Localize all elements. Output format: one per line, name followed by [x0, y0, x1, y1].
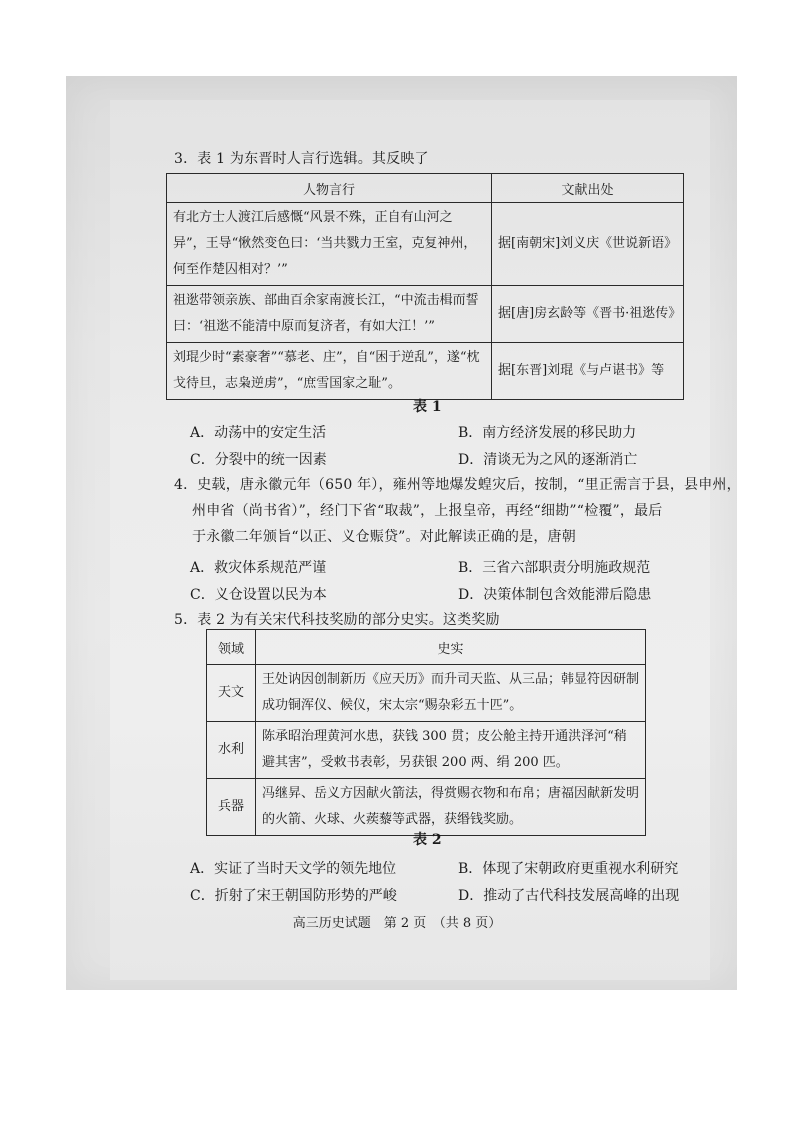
table-1-cell-source: 据[唐]房玄龄等《晋书·祖逖传》 — [492, 286, 684, 343]
table-1-header-words: 人物言行 — [167, 174, 492, 203]
table-row — [167, 286, 684, 343]
table-1-cell-source: 据[南朝宋]刘义庆《世说新语》 — [492, 203, 684, 286]
q4-option-a[interactable]: A．救灾体系规范严谨 — [190, 560, 327, 576]
table-1-cell-words: 祖逖带领亲族、部曲百余家南渡长江，“中流击楫而誓曰：‘祖逖不能清中原而复济者，有如大江！’” — [167, 286, 492, 343]
table-row — [167, 203, 684, 286]
q4-stem-line-3: 于永徽二年颁旨“以正、义仓赈贷”。对此解读正确的是，唐朝 — [192, 529, 576, 545]
q4-stem-line-1: 4．史载，唐永徽元年（650 年），雍州等地爆发蝗灾后，按制，“里正需言于县，县申州， — [174, 477, 741, 493]
table-2-header-fact: 史实 — [256, 630, 646, 665]
table-2-cell-fact: 陈承昭治理黄河水患，获钱 300 贯；皮公舱主持开通洪泽河“稍避其害”，受敕书表彰，另获银 200 两、绢 200 匹。 — [256, 722, 646, 779]
table-row — [207, 722, 646, 779]
q3-option-c[interactable]: C．分裂中的统一因素 — [190, 452, 327, 468]
table-row — [207, 665, 646, 722]
table-2 — [206, 629, 646, 836]
q3-option-d[interactable]: D．清谈无为之风的逐渐消亡 — [458, 452, 638, 468]
table-1-cell-words: 刘琨少时“素豪奢”“慕老、庄”，自“困于逆乱”，遂“枕戈待旦，志枭逆虏”，“庶雪国家之耻”。 — [167, 343, 492, 400]
q4-option-b[interactable]: B．三省六部职责分明施政规范 — [458, 560, 651, 576]
table-1-caption: 表 1 — [413, 399, 442, 415]
table-1-cell-source: 据[东晋]刘琨《与卢谌书》等 — [492, 343, 684, 400]
q5-option-c[interactable]: C．折射了宋王朝国防形势的严峻 — [190, 888, 397, 904]
table-1-cell-words: 有北方士人渡江后感慨“风景不殊，正自有山河之异”，王导“愀然变色曰：‘当共戮力王室，克复神州，何至作楚囚相对？’” — [167, 203, 492, 286]
table-2-cell-field: 兵器 — [207, 779, 256, 836]
table-2-cell-field: 水利 — [207, 722, 256, 779]
q4-option-d[interactable]: D．决策体制包含效能滞后隐患 — [458, 587, 652, 603]
table-2-header-field: 领域 — [207, 630, 256, 665]
q3-option-a[interactable]: A．动荡中的安定生活 — [190, 425, 327, 441]
q5-option-b[interactable]: B．体现了宋朝政府更重视水利研究 — [458, 861, 679, 877]
table-1 — [166, 173, 684, 400]
q4-stem-line-2: 州申省（尚书省）”，经门下省“取裁”，上报皇帝，再经“细勘”“检覆”，最后 — [192, 503, 663, 519]
table-2-cell-field: 天文 — [207, 665, 256, 722]
q5-stem: 5．表 2 为有关宋代科技奖励的部分史实。这类奖励 — [174, 612, 500, 628]
table-row — [207, 779, 646, 836]
table-2-cell-fact: 王处讷因创制新历《应天历》而升司天监、从三品；韩显符因研制成功铜浑仪、候仪，宋太宗“赐杂彩五十匹”。 — [256, 665, 646, 722]
q5-option-a[interactable]: A．实证了当时天文学的领先地位 — [190, 861, 397, 877]
q4-option-c[interactable]: C．义仓设置以民为本 — [190, 587, 327, 603]
q3-option-b[interactable]: B．南方经济发展的移民助力 — [458, 425, 637, 441]
table-row — [167, 343, 684, 400]
q5-option-d[interactable]: D．推动了古代科技发展高峰的出现 — [458, 888, 680, 904]
page-footer: 高三历史试题 第 2 页 （共 8 页） — [292, 916, 502, 931]
table-2-caption: 表 2 — [413, 832, 442, 848]
table-2-cell-fact: 冯继昇、岳义方因献火箭法，得赏赐衣物和布帛；唐福因献新发明的火箭、火球、火蒺藜等武器，获缗钱奖励。 — [256, 779, 646, 836]
table-1-header-source: 文献出处 — [492, 174, 684, 203]
q3-stem: 3．表 1 为东晋时人言行选辑。其反映了 — [174, 151, 429, 167]
